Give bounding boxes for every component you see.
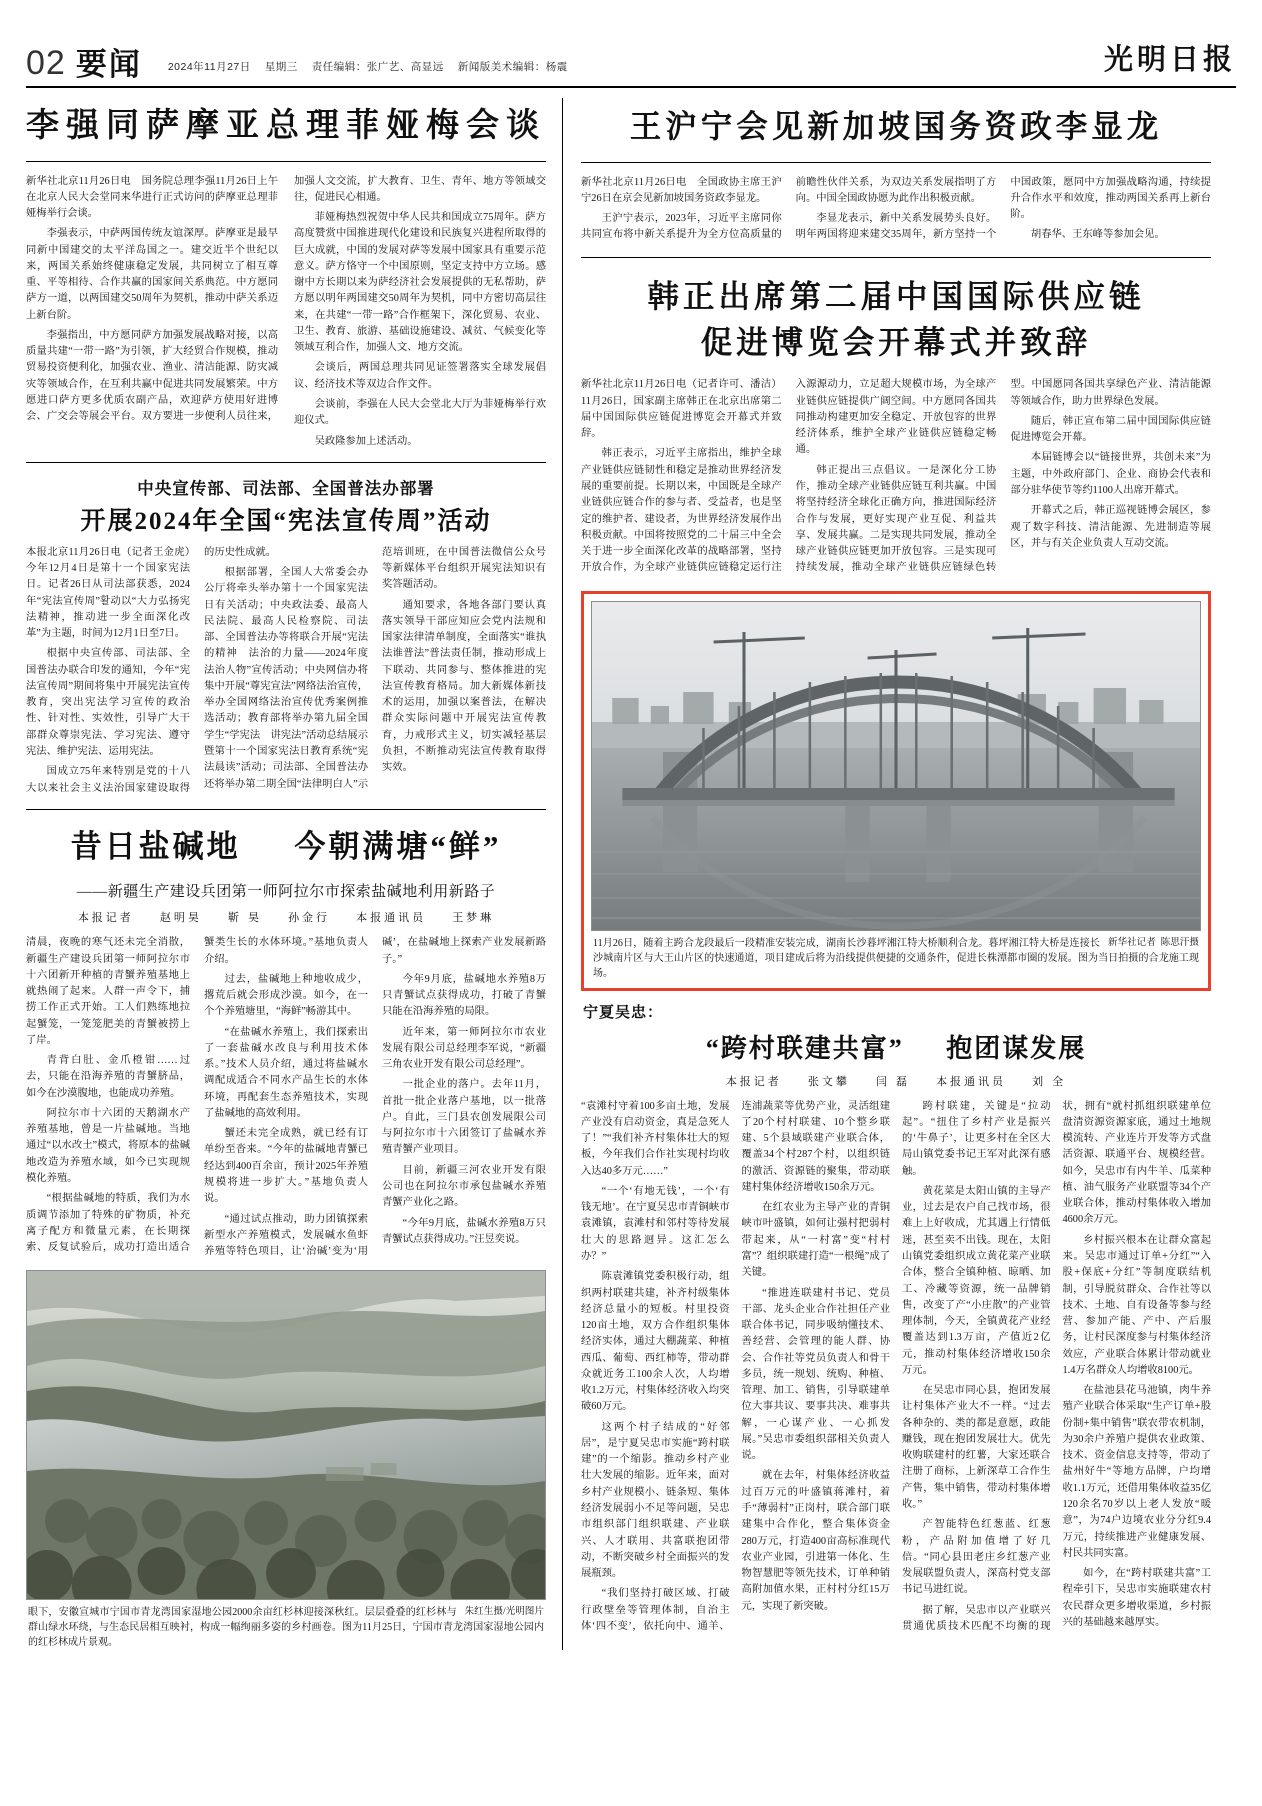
byline-article3	[26, 909, 546, 925]
paragraph: “一个‘有地无钱’，一个‘有钱无地’。在宁夏吴忠市青铜峡市袁滩镇，袁滩村和邻村等待发展壮大的思路迥异。这汇怎么办？”	[581, 1185, 730, 1262]
headline-article6-part1: “跨村联建共富”	[705, 1033, 904, 1063]
headline-article4: 王沪宁会见新加坡国务资政李显龙	[629, 109, 1163, 144]
editors: 责任编辑：张广艺、高显远	[311, 61, 444, 73]
paragraph: “在盐碱水养殖上，我们探索出了一套盐碱水改良与利用技术体系。”技术人员介绍，通过将盐碱水调配成适合不同水产品生长的水体环境，再配套生态养殖技术，实现了盐碱地的高效利用。	[204, 1026, 368, 1119]
byline-label: 本报记者	[725, 1075, 782, 1088]
byline-label-2: 本报通讯员	[356, 912, 427, 925]
photo-credit	[1108, 936, 1199, 950]
article4-body	[581, 175, 1211, 245]
paragraph: 胡春华、王东峰等参加会见。	[1030, 229, 1165, 241]
article5-body	[581, 377, 1211, 576]
paragraph: 在盐池县花马池镇，肉牛养殖产业联合体采取“生产订单+股份制+集中销售”联农带农机制，为30余户养殖户提供农业政策、技术、资金信息支持等，带动了盐州好牛“等地方品牌，户均增收1.1万元，还借用集体收益35亿120余名70岁以上老人发放“暖意”，为74户边境农业分分红9.4万元，持续推进产业健康发展、村民共同实富。	[1062, 1385, 1211, 1559]
byline-label: 本报记者	[77, 912, 134, 925]
headline-article2: 开展2024年全国“宪法宣传周”活动	[80, 507, 492, 535]
paragraph: “推进连联建村书记、党员干部、龙头企业合作社担任产业联合体书记，同步吸纳懂技术、善经营、会管理的能人群、协会、合作社等党员负责人和骨干多员，统一规划、统购、种植、管理、加工、销售，引导联建单位大事共议、要事共决、难事共解，一心谋产业、一心抓发展。”吴忠市委组织部相关负责人说。	[741, 1287, 890, 1462]
paragraph: 本届链博会以“链接世界，共创未来”为主题，中外政府部门、企业、商协会代表和部分驻华使节等约1100人出席开幕式。	[1010, 452, 1211, 497]
paragraph: 今年9月底，盐碱地水养殖8万只青蟹试点获得成功，打破了青蟹只能在沿海养殖的局限。	[382, 973, 546, 1018]
headline-article3	[26, 824, 546, 871]
paragraph: 产智能特色红葱蓝、红葱粉，产品附加值增了好几倍。“同心县田老庄乡红葱产业发展联盟负责人，深高村党支部书记马进红说。	[902, 1519, 1051, 1596]
masthead-meta	[168, 59, 568, 86]
article3-body	[26, 935, 546, 1260]
section-title: 要闻	[75, 47, 142, 82]
article2-body	[26, 545, 546, 797]
article-han-zheng	[581, 274, 1211, 991]
paragraph: 李强指出，中方愿同萨方加强发展战略对接，以高质量共建“一带一路”为引领，扩大经贸合作规模，推动贸易投资便利化，加强农业、渔业、清洁能源、防灾减灾等领域合作，在互利共赢中促进共同发展繁荣。中方愿进口萨方更多优质农副产品，欢迎萨方使用好进博会、广交会等展会平台。双方要进一步便利人员往来，加强人文交流，扩大教育、卫生、青年、地方等领域交往，促进民心相通。	[26, 175, 546, 423]
paragraph: 在吴忠市同心县，抱团发展让村集体产业大不一样。“过去各种杂的、类的都是意愿，政能赚钱，现在抱团发展壮大。优先收购联建村的红薯，大家还联合注册了商标，上新深草工合作生产售，集中销售，带动村集体增收。”	[902, 1385, 1051, 1510]
byline-name: 靳 昊	[227, 912, 262, 925]
byline-name: 刘 全	[1032, 1075, 1067, 1088]
byline-article6	[581, 1073, 1211, 1089]
wetland-photo-art	[27, 1271, 545, 1600]
newspaper-page	[0, 14, 1262, 1806]
headline-article1: 李强同萨摩亚总理菲娅梅会谈	[26, 108, 546, 144]
paragraph: 随后，韩正宣布第二届中国国际供应链促进博览会开幕。	[1010, 415, 1211, 444]
paragraph: 蟹还未完全成熟，就已经有订单纷至沓来。“今年的盐碱地青蟹已经达到400百余亩，预计2025年养殖规模将进一步扩大。”基地负责人说。	[204, 1128, 368, 1205]
left-column	[26, 88, 562, 1650]
paragraph: 据了解，吴忠市以产业联兴贯通优质技术匹配不均衡的现状，拥有“就村抓组织联建单位盘清资源资源家底，通过土地规模流转、产业连片开发等方式盘活资源、联通平台、规模经营。如今，吴忠市有内牛羊、瓜菜种植、油气服务产业联盟等34个产业联合体，推动村集体收入增加4600余万元。	[902, 1100, 1211, 1632]
headline-article5-line2: 促进博览会开幕式并致辞	[700, 324, 1092, 360]
paragraph: 目前，新疆三河农业开发有限公司也在阿拉尔市承包盐碱水养殖青蟹产业化之路。	[382, 1164, 546, 1209]
paragraph: 通知要求，各地各部门要认真落实领导干部应知应会党内法规和国家法律清单制度，全面落实“谁执法谁普法”普法责任制，推动形成上下联动、共同参与、整体推进的宪法宣传教育格局。加大新媒体新技术的运用，加强以案普法，在解决群众实际问题中开展宪法宣传教育，力戒形式主义，切实减轻基层负担，不断推动宪法宣传教育取得实效。	[382, 599, 546, 774]
photo-caption-bridge	[593, 936, 1199, 981]
paragraph: 李强表示，中萨两国传统友谊深厚。萨摩亚是最早同新中国建交的太平洋岛国之一。建交近半个世纪以来，两国关系始终健康稳定发展，共同树立了相互尊重、平等相待、合作共赢的国家间关系典范。中方愿同萨方一道，以两国建交50周年为契机，推动中萨关系迈上新台阶。	[26, 228, 278, 321]
paragraph: 王沪宁表示，2023年，习近平主席同你共同宣布将中新关系提升为全方位高质量的前瞻性伙伴关系，为双边关系发展指明了方向。中国全国政协愿为此作出积极贡献。	[581, 176, 997, 241]
paragraph: 韩正表示，习近平主席指出，维护全球产业链供应链韧性和稳定是推动世界经济发展的重要前提。长期以来，中国既是全球产业链供应链合作的参与者、受益者，也是坚定的维护者、建设者，为世界经济发展作出积极贡献。中国将按照党的二十届三中全会关于进一步全面深化改革的战略部署，坚持开放合作，为全球产业链供应链稳定运行注入源源动力，立足超大规模市场，为全球产业链供应链提供广阔空间。中方愿同各国共同推动构建更加安全稳定、开放包容的世界经济体系，维护全球产业链供应链稳定畅通。	[581, 379, 997, 574]
paragraph: 开幕式之后，韩正巡视链博会展区，参观了数字科技、清洁能源、先进制造等展区，并与有关企业负责人互动交流。	[1010, 505, 1211, 549]
photo-credit: 朱红生摄/光明图片	[464, 1606, 544, 1618]
headline-article3-part2: 今朝满塘“鲜”	[294, 828, 502, 864]
art-editor: 新闻版美术编辑：杨震	[457, 61, 568, 73]
paragraph: 就在去年，村集体经济收益过百万元的叶盛镇蒋滩村，着手“薄弱村”正岗村，联合部门联建集中合作化，整合集体资金280万元，打造400亩高标准现代农业产业园，引进第一体化、生物智慧肥等领先技术，订单种销高附加值水果，正村村分红15万元，实现了新突破。	[741, 1470, 890, 1612]
headline-article3-part1: 昔日盐碱地	[70, 828, 241, 864]
byline-name: 赵明昊	[159, 912, 202, 925]
paragraph: 本报北京11月26日电（记者王金虎）今年12月4日是第十一个国家宪法日。记者26日从司法部获悉，2024年“宪法宣传周”활动以“大力弘扬宪法精神，推动进一步全面深化改革”为主题，时间为12月1日至7日。	[26, 546, 190, 640]
paragraph: 清晨，夜晚的寒气还未完全消散，新疆生产建设兵团第一师阿拉尔市十六团新开种植的青蟹养殖基地上就热闹了起来。人群一声令下，捕捞工作正式开始。工人们熟练地拉起蟹笼，一笼笼肥美的青蟹被捞上了岸。	[26, 937, 190, 1046]
paragraph: 新华社北京11月26日电 全国政协主席王沪宁26日在京会见新加坡国务资政李显龙。	[581, 176, 782, 204]
paragraph: 韩正提出三点倡议。一是深化分工协作，推动全球产业链供应链互利共赢。中国将坚持经济全球化正确方向，推进国际经济合作与发展，更好实现产业互促、利益共享、发展共赢。二是实现共同发展，推动全球产业链供应链更加开放包容。三是实现可持续发展，推动全球产业链供应链绿色转型。中国愿同各国共享绿色产业、清洁能源等领域合作，助力世界绿色发展。	[795, 379, 1211, 574]
right-column	[563, 88, 1211, 1650]
byline-name: 张文攀	[807, 1075, 850, 1088]
paragraph: 新华社北京11月26日电（记者许可、潘洁）11月26日，国家副主席韩正在北京出席第二届中国国际供应链促进博览会开幕式并致辞。	[581, 379, 782, 440]
caption-text: 11月26日，随着主跨合龙段最后一段精准安装完成，湖南长沙暮坪湘江特大桥顺利合龙。暮坪湘江特大桥是连接长沙城南片区与大王山片区的快速通道，项目建成后将为沿线提供便捷的交通条件，促进长株潭都市圈的发展。图为当日拍摄的合龙施工现场。	[593, 937, 1199, 979]
paragraph: 过去，盐碱地上种地收成少，撂荒后就会形成沙漠。如今，在一个个养殖塘里，“海鲜”畅游其中。	[204, 973, 368, 1018]
subheadline-article3: ——新疆生产建设兵团第一师阿拉尔市探索盐碱地利用新路子	[76, 884, 496, 901]
byline-label-2: 本报通讯员	[936, 1075, 1007, 1088]
weekday: 星期三	[264, 61, 298, 73]
paragraph: “根据盐碱地的特质，我们为水质调节添加了特殊的矿物质，补充离子配方和微量元素，在长期探索、反复试验后，成功打造出适合蟹类生长的水体环境。”基地负责人介绍。	[26, 937, 368, 1254]
article-ningxia-wuzhong	[581, 1001, 1211, 1636]
paragraph: 会谈后，两国总理共同见证签署落实全球发展倡议、经济技术等双边合作文件。	[294, 362, 546, 390]
newspaper-brand: 光明日报	[1103, 44, 1236, 76]
photo-block-bridge	[581, 591, 1211, 991]
paragraph: 青背白肚、金爪橙钳……过去，只能在沿海养殖的青蟹脐品，如今在沙漠腹地，也能成功养殖。	[26, 1055, 190, 1099]
paragraph: 李显龙表示，新中关系发展势头良好。明年两国将迎来建交35周年，新方坚持一个中国政策，愿同中方加强战略沟通，持续提升合作水平和效度，推动两国关系再上新台阶。	[795, 176, 1211, 241]
article-li-qiang	[26, 104, 546, 450]
paragraph: 根据部署，全国人大常委会办公厅将牵头举办第十一个国家宪法日有关活动；中央政法委、最高人民法院、最高人民检察院、司法部、全国普法办等将联合开展“宪法的精神 法治的力量——2024年度法治人物”宣传活动；中央网信办将集中开展“尊宪宣法”网络法治宣传，举办全国网络法治宣传优秀案例推选活动；教育部将举办第九届全国学生“学宪法 讲宪法”活动总结展示暨第十一个国家宪法日教育系统“宪法晨读”活动；司法部、全国普法办还将举办第二期全国“法律明白人”示范培训班，在中国普法微信公众号等新媒体平台组织开展宪法知识有奖答题活动。	[204, 546, 546, 790]
caption-text: 眼下，安徽宣城市宁国市青龙湾国家湿地公园2000余亩红杉林迎接深秋红。层层叠叠的红杉林与群山绿水环绕，与生态民居相互映衬，构成一幅绚丽多姿的乡村画卷。图为11月25日，宁国市青龙湾国家湿地公园内的红杉林成片景观。	[28, 1607, 544, 1649]
paragraph: 阿拉尔市十六团的天鹅湖水产养殖基地，曾是一片盐碱地。当地通过“以水改土”模式，将原本的盐碱地改造为养殖水域，如今已实现规模化养殖。	[26, 1107, 190, 1184]
paragraph: 国成立75年来特别是党的十八大以来社会主义法治国家建设取得的历史性成就。	[26, 546, 277, 794]
article1-body	[26, 174, 546, 450]
article-wang-huning	[581, 104, 1211, 245]
paragraph: 新华社北京11月26日电 国务院总理李强11月26日上午在北京人民大会堂同来华进行正式访问的萨摩亚总理菲娅梅举行会谈。	[26, 175, 278, 220]
publish-date: 2024年11月27日	[167, 61, 251, 73]
masthead	[26, 14, 1236, 88]
paragraph: “通过试点推动，助力团镇探索新型水产养殖模式，发展碱水鱼虾养殖等特色项目，让‘治碱’变为‘用碱’，在盐碱地上探索产业发展新路子。”	[204, 937, 546, 1258]
byline-name: 闫 磊	[875, 1075, 910, 1088]
article-constitution-week	[26, 475, 546, 797]
shoulder-headline-article2: 中央宣传部、司法部、全国普法办部署	[137, 478, 435, 498]
photo-credit-name: 陈思汗摄	[1160, 936, 1199, 948]
paragraph: 跨村联建，关键是“拉动起”。“扭住了乡村产业是振兴的‘牛鼻子’，让更多村在全区大局山镇党委书记王军对此深有感触。	[902, 1100, 1051, 1177]
bridge-photo-art	[592, 602, 1200, 931]
paragraph: 如今，在“跨村联建共富”工程牵引下，吴忠市实施联建农村农民群众更多增收渠道，乡村振兴的基础越来越厚实。	[1062, 1568, 1211, 1628]
photo-caption-wetland	[28, 1605, 544, 1650]
page-number: 02	[26, 44, 66, 82]
paragraph: 会谈前，李强在人民大会堂北大厅为菲娅梅举行欢迎仪式。	[294, 399, 546, 427]
byline-name: 王梦琳	[452, 912, 495, 925]
locality-label: 宁夏吴忠：	[583, 1004, 664, 1021]
photo-bridge	[591, 601, 1201, 931]
photo-wetland-park	[26, 1270, 546, 1600]
paragraph: “袁滩村守着100多亩土地，发展产业没有启动资金，真是急死人了！”“我们补齐村集体壮大的短板，今年我们合作社实现村均收入达40多万元……”	[581, 1100, 730, 1177]
headline-article5-line1: 韩正出席第二届中国国际供应链	[647, 279, 1145, 315]
paragraph: 根据中央宣传部、司法部、全国普法办联合印发的通知，今年“宪法宣传周”期间将集中开展宪法宣传教育，突出宪法学习宣传的政治性、针对性、实效性，引导广大干部群众尊崇宪法、学习宪法、遵守宪法、维护宪法、运用宪法。	[26, 648, 190, 757]
headline-article5	[581, 274, 1211, 365]
headline-article6	[581, 1028, 1211, 1065]
page-content	[26, 88, 1236, 1650]
headline-article6-part2: 抱团谋发展	[946, 1033, 1087, 1063]
paragraph: 陈袁滩镇党委积极行动，组织两村联建共建，补齐村级集体经济总量小的短板。村里投资120亩土地，双方合作组织集体经济实体，通过大棚蔬菜、种植西瓜、葡萄、西红柿等，带动群众就近务工100余人次，人均增收1.2万元，村集体经济收入均突破60万元。	[581, 1271, 730, 1413]
paragraph: “我们坚持打破区域、打破行政壁垒等管理体制，自治主体‘四不变’，依托向中、通羊、连浦蔬菜等优势产业，灵活组建了20个村村联建、10个整乡联建、5个县域联建产业联合体，覆盖34个村287个村，以组织链的激活、资源链的聚集，带动联建村集体经济增收150余万元。	[581, 1100, 890, 1632]
paragraph: 菲娅梅热烈祝贺中华人民共和国成立75周年。萨方高度赞赏中国推进现代化建设和民族复兴进程所取得的巨大成就，中国的发展对萨等发展中国家具有重要示范意义。萨方恪守一个中国原则，坚定支持中方立场。感谢中方长期以来为萨经济社会发展提供的无私帮助，萨方愿以明年两国建交50周年为契机，同中方密切高层往来，在共建“一带一路”合作框架下，深化贸易、农业、卫生、教育、旅游、基础设施建设、减贫、气候变化等领域互利合作，加强人文、地方交流。	[294, 212, 546, 354]
paragraph: 乡村振兴根本在让群众富起来。吴忠市通过订单+分红”“入股+保底+分红”等制度联结机制，引导脱贫群众、合作社等以技术、土地、自有设备等参与经营、参加产能、产中、产后服务，让村民深度参与村集体经济效应，产业联合体累计带动就业1.4万名群众人均增收8100元。	[1062, 1234, 1211, 1376]
byline-name: 孙金行	[288, 912, 331, 925]
paragraph: 近年来，第一师阿拉尔市农业发展有限公司总经理李军说，“新疆三角农业开发有限公司总经理”。	[382, 1026, 546, 1071]
paragraph: 在红农业为主导产业的青铜峡市叶盛镇，如何让强村把弱村带起来，从“一村富”变“村村富”？组织联建打造“一根绳”成了关键。	[741, 1202, 890, 1279]
paragraph: 吴政隆参加上述活动。	[314, 435, 418, 447]
article6-body	[581, 1099, 1211, 1636]
paragraph: 黄花菜是太阳山镇的主导产业，过去是农户自己找市场，很难上上好收成，尤其遇上行情低迷，甚至卖不出钱。现在，太阳山镇党委组织成立黄花菜产业联合体，整合全镇种植、晾晒、加工、冷藏等资源，统一品牌销售，改变了产“小庄散”的产业管理体制，今天，全镇黄花产业经覆盖达到1.3万亩，产值近2亿元，推动村集体经济增收150余万元。	[902, 1185, 1051, 1376]
paragraph: “今年9月底，盐碱水养殖8万只青蟹试点获得成功。”汪昱奕说。	[382, 1217, 546, 1245]
photo-credit-label: 新华社记者	[1107, 936, 1156, 948]
article-saline-land	[26, 824, 546, 1651]
paragraph: 这两个村子结成的“好邻居”，是宁夏吴忠市实施“跨村联建”的一个缩影。推动乡村产业壮大发展的缩影。近年来，面对乡村产业规模小、链条短、集体经济发展弱小不足等问题，吴忠市组织部门组织联建、产业联兴、人才联用、共富联抱团带动，不断突破乡村全面振兴的发展瓶颈。	[581, 1421, 730, 1580]
paragraph: 一批企业的落户。去年11月，首批一批企业落户基地，以一批落户。自此，三门县农创发展限公司与阿拉尔市十六团签订了盐碱水养殖青蟹产业项目。	[382, 1079, 546, 1156]
